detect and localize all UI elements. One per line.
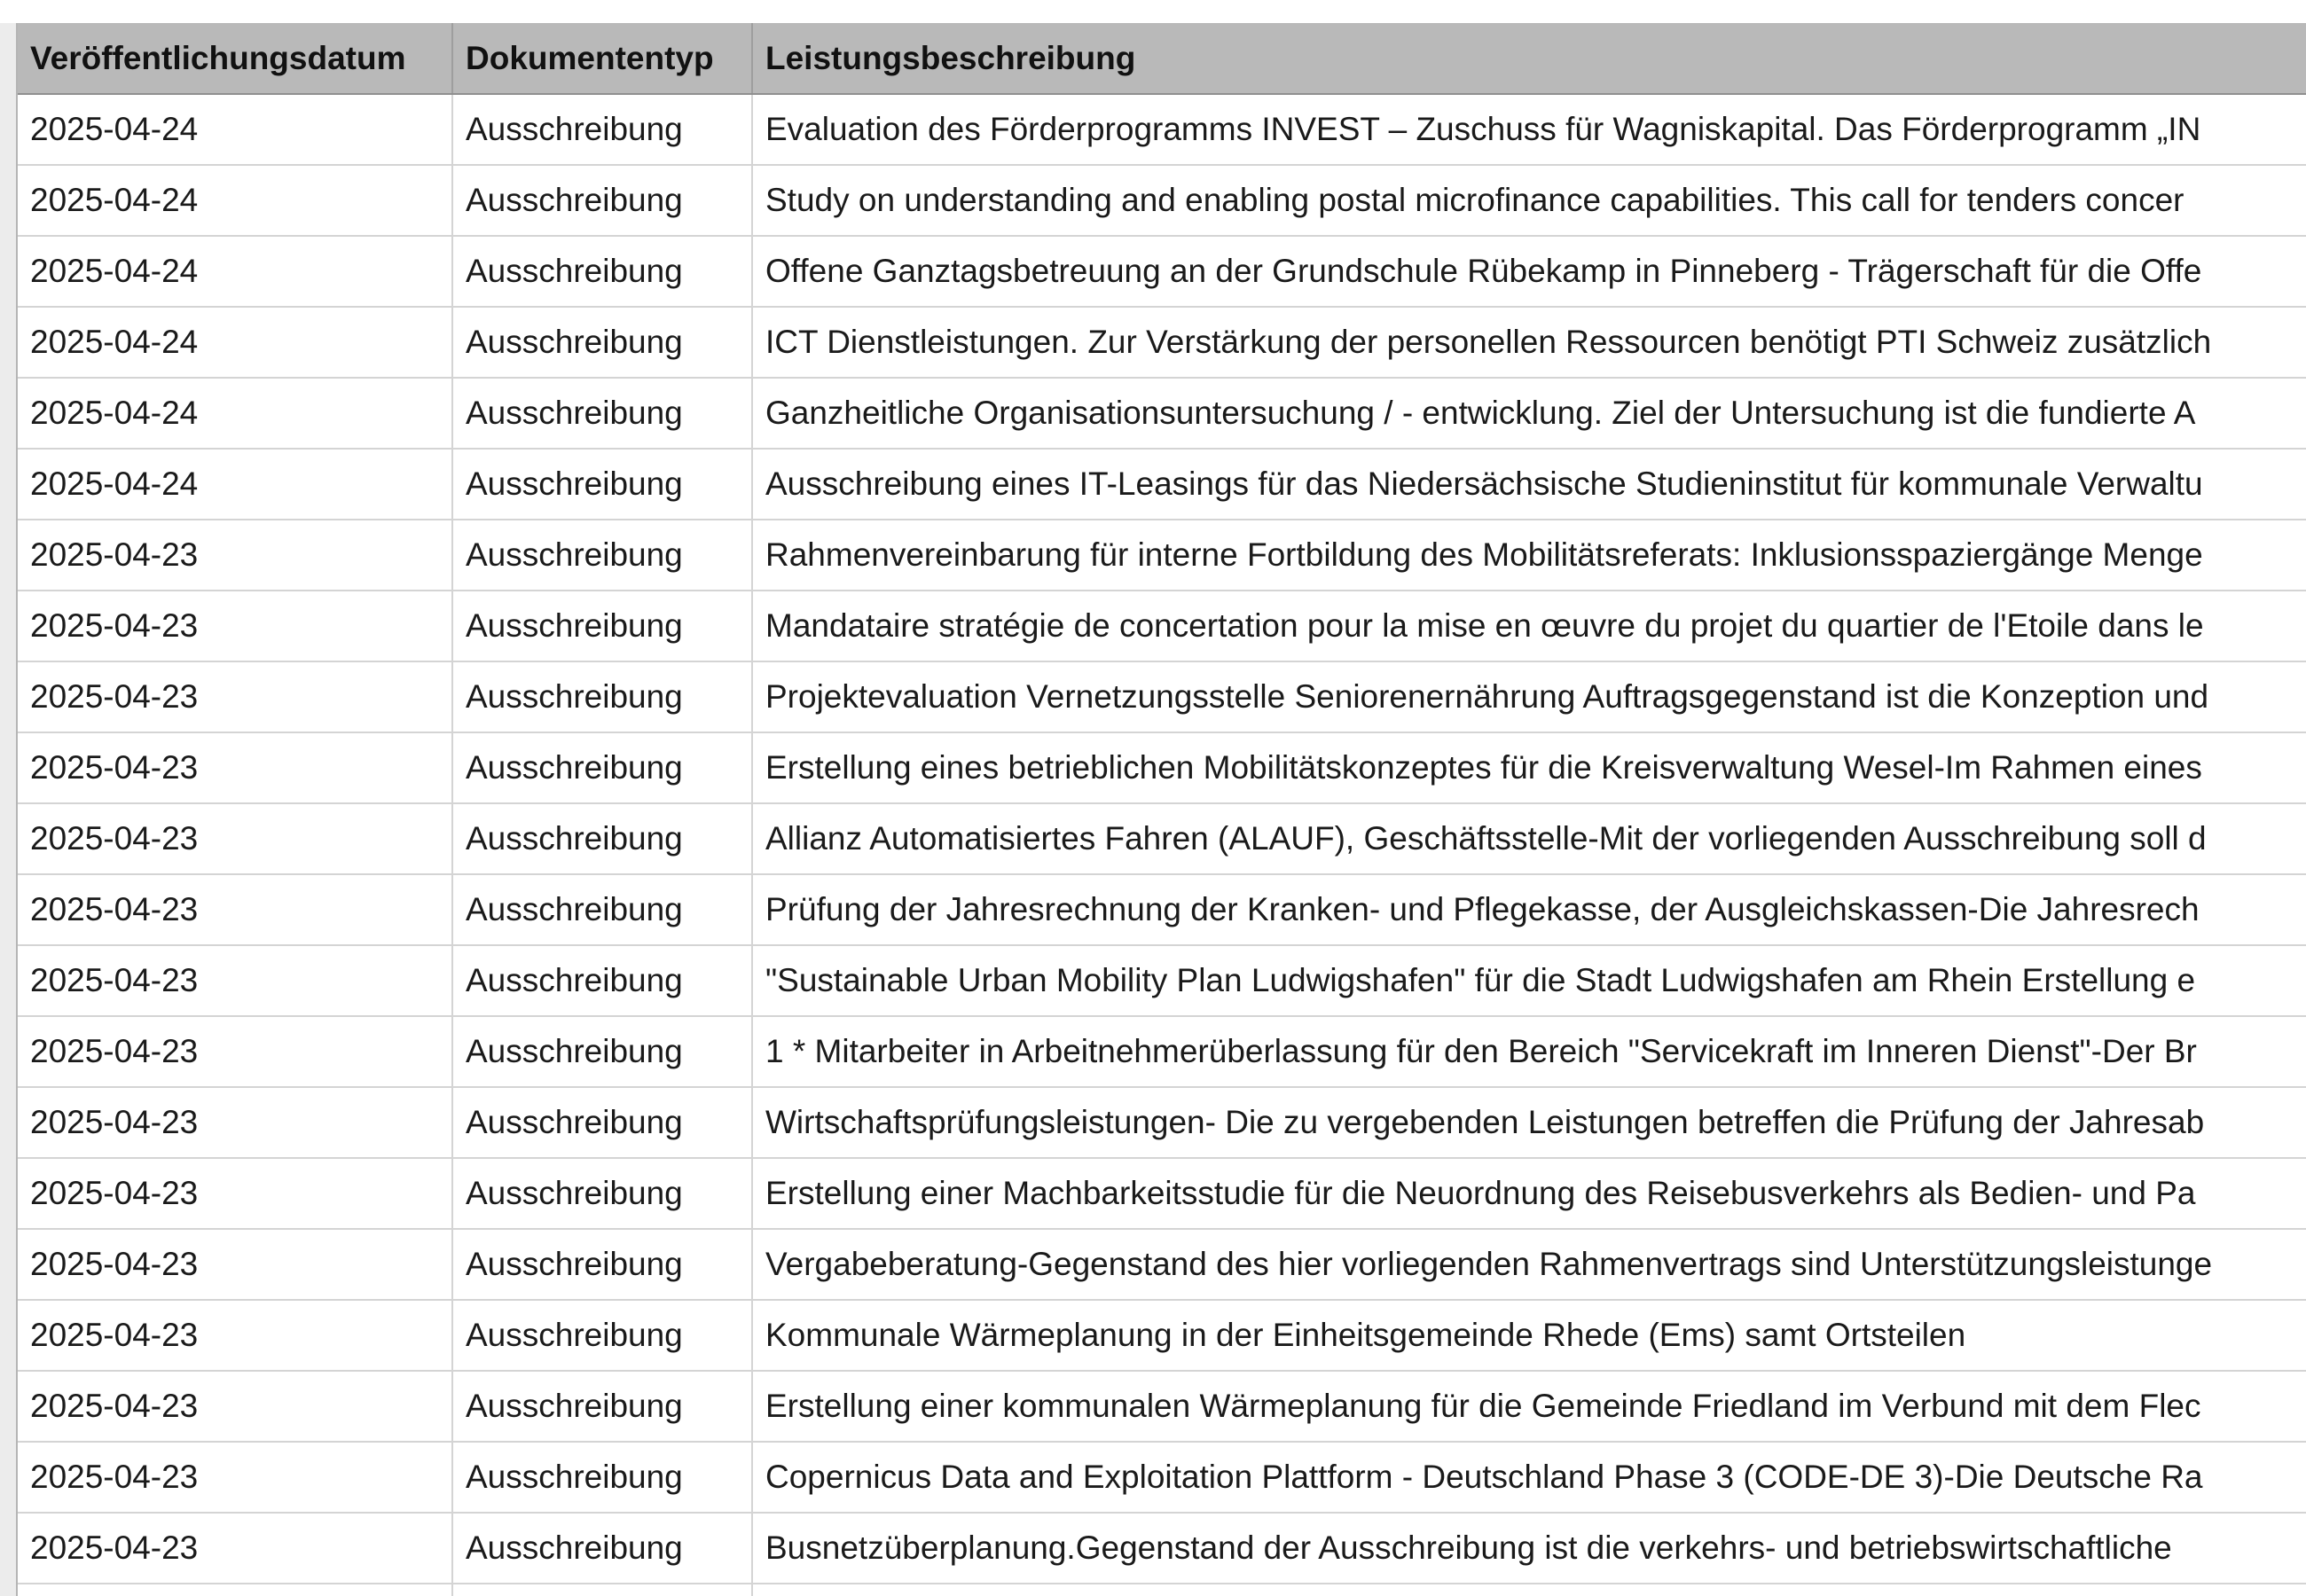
cell-service-description[interactable]: Mandataire stratégie de concertation pour la mise en œuvre du projet du quartier de l'Etoile dans le [752, 591, 2306, 661]
cell-publication-date[interactable]: 2025-04-24 [18, 165, 452, 236]
cell-publication-date[interactable]: 2025-04-24 [18, 236, 452, 307]
table-row[interactable] [18, 378, 2306, 449]
cell-service-description[interactable]: Evaluation des Förderprogramms INVEST – Zuschuss für Wagniskapital. Das Förderprogramm „IN [752, 94, 2306, 165]
table-row[interactable] [18, 803, 2306, 874]
cell-document-type[interactable]: Ausschreibung [452, 1442, 752, 1513]
table-row[interactable] [18, 1513, 2306, 1584]
cell-publication-date[interactable]: 2025-04-23 [18, 1158, 452, 1229]
cell-service-description[interactable]: Copernicus Data and Exploitation Plattform - Deutschland Phase 3 (CODE-DE 3)-Die Deutsche Ra [752, 1442, 2306, 1513]
table-row[interactable] [18, 165, 2306, 236]
table-row[interactable] [18, 1371, 2306, 1442]
table-row[interactable] [18, 1229, 2306, 1300]
cell-publication-date[interactable]: 2025-04-23 [18, 520, 452, 591]
cell-document-type[interactable]: Ausschreibung [452, 1229, 752, 1300]
cell-publication-date[interactable]: 2025-04-23 [18, 1300, 452, 1371]
table-row[interactable] [18, 1016, 2306, 1087]
cell-document-type[interactable]: Ausschreibung [452, 1016, 752, 1087]
table-row[interactable] [18, 591, 2306, 661]
cell-publication-date[interactable]: 2025-04-23 [18, 1442, 452, 1513]
column-header-service-description[interactable]: Leistungsbeschreibung [752, 23, 2306, 94]
cell-service-description[interactable]: Erstellung einer kommunalen Wärmeplanung für die Gemeinde Friedland im Verbund mit dem Flec [752, 1371, 2306, 1442]
cell-publication-date[interactable]: 2025-04-24 [18, 378, 452, 449]
cell-document-type[interactable]: Ausschreibung [452, 1371, 752, 1442]
data-grid [18, 23, 2306, 1596]
cell-publication-date[interactable]: 2025-04-23 [18, 732, 452, 803]
cell-document-type[interactable]: Ausschreibung [452, 1158, 752, 1229]
cell-document-type[interactable]: Ausschreibung [452, 236, 752, 307]
table-row[interactable] [18, 945, 2306, 1016]
cell-publication-date[interactable]: 2025-04-23 [18, 661, 452, 732]
cell-document-type[interactable]: Ausschreibung [452, 378, 752, 449]
cell-service-description[interactable]: Study on understanding and enabling postal microfinance capabilities. This call for tenders concer [752, 165, 2306, 236]
table-row[interactable] [18, 1584, 2306, 1596]
cell-publication-date[interactable]: 2025-04-24 [18, 307, 452, 378]
cell-document-type[interactable]: Ausschreibung [452, 1087, 752, 1158]
cell-document-type[interactable]: Ausschreibung [452, 732, 752, 803]
table-row[interactable] [18, 449, 2306, 520]
cell-service-description[interactable]: Allianz Automatisiertes Fahren (ALAUF), Geschäftsstelle-Mit der vorliegenden Ausschreibung soll d [752, 803, 2306, 874]
cell-publication-date[interactable]: 2025-04-24 [18, 94, 452, 165]
cell-document-type[interactable]: Ausschreibung [452, 591, 752, 661]
toolbar-area [0, 0, 2306, 23]
cell-document-type[interactable]: Ausschreibung [452, 803, 752, 874]
cell-document-type[interactable]: Ausschreibung [452, 1513, 752, 1584]
table-body [18, 94, 2306, 1596]
table-row[interactable] [18, 1158, 2306, 1229]
cell-publication-date[interactable]: 2025-04-23 [18, 1229, 452, 1300]
cell-document-type[interactable]: Ausschreibung [452, 520, 752, 591]
cell-document-type[interactable]: Ausschreibung [452, 307, 752, 378]
cell-document-type[interactable]: Ausschreibung [452, 661, 752, 732]
cell-service-description[interactable]: Ausschreibung eines IT-Leasings für das Niedersächsische Studieninstitut für kommunale Verwaltu [752, 449, 2306, 520]
cell-publication-date[interactable]: 2025-04-23 [18, 803, 452, 874]
cell-document-type[interactable] [452, 1584, 752, 1596]
cell-service-description[interactable]: "Sustainable Urban Mobility Plan Ludwigshafen" für die Stadt Ludwigshafen am Rhein Erstellung e [752, 945, 2306, 1016]
cell-service-description[interactable]: Ganzheitliche Organisationsuntersuchung / - entwicklung. Ziel der Untersuchung ist die fundierte A [752, 378, 2306, 449]
cell-service-description[interactable]: Kommunale Wärmeplanung in der Einheitsgemeinde Rhede (Ems) samt Ortsteilen [752, 1300, 2306, 1371]
cell-publication-date[interactable]: 2025-04-23 [18, 874, 452, 945]
table-row[interactable] [18, 1442, 2306, 1513]
table-row[interactable] [18, 1300, 2306, 1371]
row-header-gutter[interactable] [0, 23, 18, 1596]
cell-document-type[interactable]: Ausschreibung [452, 1300, 752, 1371]
cell-document-type[interactable]: Ausschreibung [452, 945, 752, 1016]
cell-service-description[interactable]: Rahmenvereinbarung für interne Fortbildung des Mobilitätsreferats: Inklusionsspaziergänge Menge [752, 520, 2306, 591]
cell-document-type[interactable]: Ausschreibung [452, 94, 752, 165]
table-row[interactable] [18, 1087, 2306, 1158]
cell-document-type[interactable]: Ausschreibung [452, 165, 752, 236]
cell-publication-date[interactable]: 2025-04-23 [18, 945, 452, 1016]
tenders-table [18, 23, 2306, 1596]
table-row[interactable] [18, 94, 2306, 165]
cell-service-description[interactable]: Erstellung eines betrieblichen Mobilitätskonzeptes für die Kreisverwaltung Wesel-Im Rahmen eines [752, 732, 2306, 803]
cell-service-description[interactable]: Projektevaluation Vernetzungsstelle Seniorenernährung Auftragsgegenstand ist die Konzeption und [752, 661, 2306, 732]
cell-service-description[interactable]: Erstellung einer Machbarkeitsstudie für die Neuordnung des Reisebusverkehrs als Bedien- und Pa [752, 1158, 2306, 1229]
cell-publication-date[interactable] [18, 1584, 452, 1596]
column-header-document-type[interactable]: Dokumententyp [452, 23, 752, 94]
cell-publication-date[interactable]: 2025-04-23 [18, 1087, 452, 1158]
cell-document-type[interactable]: Ausschreibung [452, 874, 752, 945]
column-header-publication-date[interactable]: Veröffentlichungsdatum [18, 23, 452, 94]
cell-service-description[interactable]: 1 * Mitarbeiter in Arbeitnehmerüberlassung für den Bereich "Servicekraft im Inneren Dienst"-Der Br [752, 1016, 2306, 1087]
cell-document-type[interactable]: Ausschreibung [452, 449, 752, 520]
cell-service-description[interactable] [752, 1584, 2306, 1596]
table-row[interactable] [18, 307, 2306, 378]
cell-service-description[interactable]: Busnetzüberplanung.Gegenstand der Ausschreibung ist die verkehrs- und betriebswirtschaftliche [752, 1513, 2306, 1584]
cell-publication-date[interactable]: 2025-04-23 [18, 1513, 452, 1584]
table-row[interactable] [18, 661, 2306, 732]
cell-publication-date[interactable]: 2025-04-23 [18, 1016, 452, 1087]
cell-service-description[interactable]: Offene Ganztagsbetreuung an der Grundschule Rübekamp in Pinneberg - Trägerschaft für die Offe [752, 236, 2306, 307]
cell-publication-date[interactable]: 2025-04-24 [18, 449, 452, 520]
table-row[interactable] [18, 732, 2306, 803]
table-row[interactable] [18, 236, 2306, 307]
cell-publication-date[interactable]: 2025-04-23 [18, 591, 452, 661]
table-row[interactable] [18, 874, 2306, 945]
header-row [18, 23, 2306, 94]
cell-service-description[interactable]: Prüfung der Jahresrechnung der Kranken- und Pflegekasse, der Ausgleichskassen-Die Jahresrech [752, 874, 2306, 945]
cell-publication-date[interactable]: 2025-04-23 [18, 1371, 452, 1442]
cell-service-description[interactable]: Vergabeberatung-Gegenstand des hier vorliegenden Rahmenvertrags sind Unterstützungsleistunge [752, 1229, 2306, 1300]
cell-service-description[interactable]: ICT Dienstleistungen. Zur Verstärkung der personellen Ressourcen benötigt PTI Schweiz zusätzlich [752, 307, 2306, 378]
table-row[interactable] [18, 520, 2306, 591]
cell-service-description[interactable]: Wirtschaftsprüfungsleistungen- Die zu vergebenden Leistungen betreffen die Prüfung der Jahresab [752, 1087, 2306, 1158]
